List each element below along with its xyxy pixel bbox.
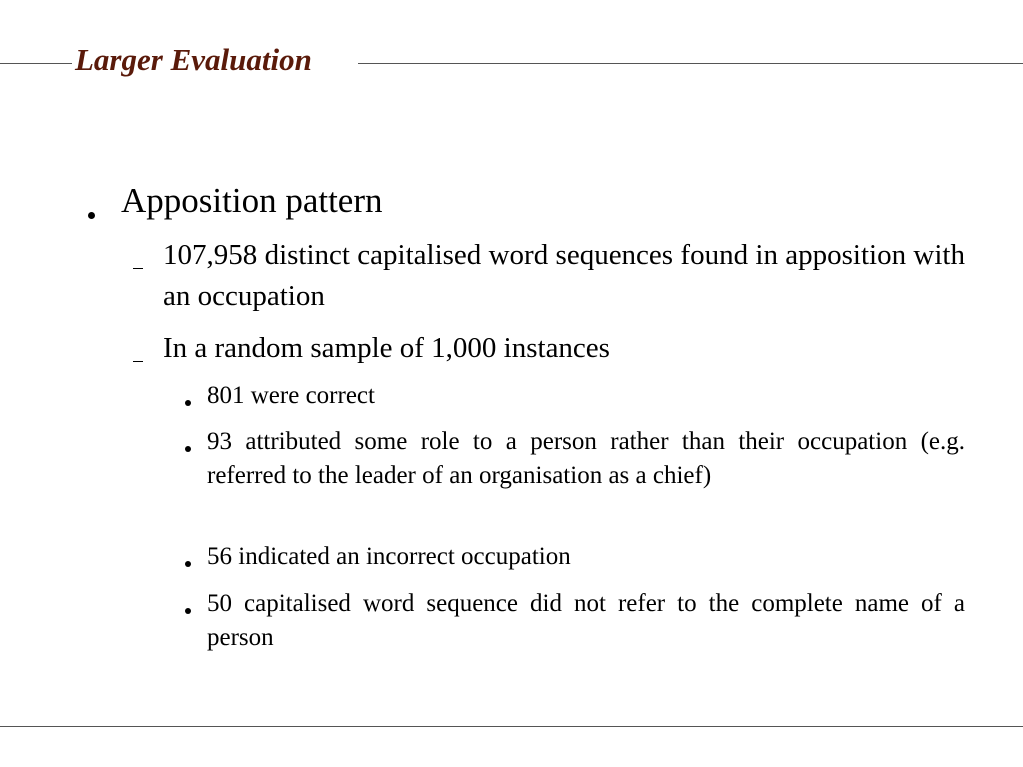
en-dash-icon [133, 252, 153, 275]
small-filled-dot-icon [185, 551, 197, 572]
bullet-text-level3: 801 were correct [207, 382, 375, 409]
slide-title: Larger Evaluation [75, 42, 312, 77]
bottom-rule [0, 726, 1023, 727]
small-filled-dot-icon [185, 598, 197, 619]
title-rule-left [0, 63, 72, 64]
title-rule-right [358, 63, 1023, 64]
small-filled-dot-icon [185, 436, 197, 457]
filled-dot-icon [88, 199, 100, 225]
en-dash-icon [133, 345, 153, 368]
small-filled-dot-icon [185, 390, 197, 411]
bullet-text-level2: In a random sample of 1,000 instances [163, 332, 610, 364]
bullet-text-level1: Apposition pattern [121, 181, 383, 220]
bullet-text-level2: 107,958 distinct capitalised word sequences found in apposition with an occupation [163, 239, 965, 312]
bullet-text-level3: 93 attributed some role to a person rather than their occupation (e.g. referred to the leader of an organisation as a chief) [207, 428, 965, 489]
bullet-text-level3: 50 capitalised word sequence did not refer to the complete name of a person [207, 590, 965, 651]
bullet-text-level3: 56 indicated an incorrect occupation [207, 543, 571, 570]
